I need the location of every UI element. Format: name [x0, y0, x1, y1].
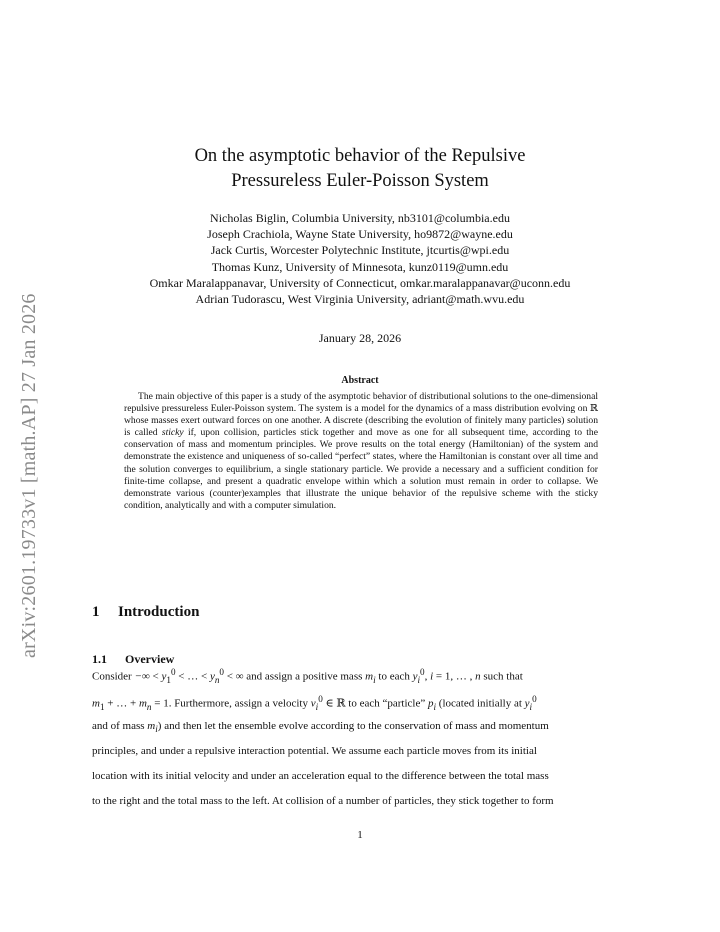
subsection-heading — [92, 652, 174, 667]
author-line: Omkar Maralappanavar, University of Connecticut, omkar.maralappanavar@uconn.edu — [149, 275, 571, 290]
subsection-number: 1.1 — [92, 652, 107, 666]
abstract-text: if, upon collision, particles stick together and move as one for all subsequent time, according to the conservation of mass and momentum principles. We prove results on the total energy (Hamiltonian) of the system and demonstrate the existence and uniqueness of so-called “perfect” states, where the Hamiltonian is constant over all time and the solution converges to equilibrium, a single stationary particle. We provide a necessary and a sufficient condition for finite-time collapse, and present a quadratic envelope within which a solution must remain in order to collapse. We demonstrate various (counter)examples that illustrate the unique behavior of the repulsive scheme with the sticky condition, analytically and with a computer simulation. — [124, 427, 598, 511]
author-line: Joseph Crachiola, Wayne State University, ho9872@wayne.edu — [207, 227, 513, 242]
intro-line-math-2: $m_1$ + … + $m_n = 1$. Furthermore, assign a velocity $v_i^0$ ∈ ℝ to each “particle” $p_i$ (located initially at $y_i^0$ — [92, 694, 537, 712]
author-list — [0, 210, 720, 307]
author-line: Jack Curtis, Worcester Polytechnic Institute, jtcurtis@wpi.edu — [210, 243, 510, 258]
abstract-body — [124, 391, 598, 512]
section-number: 1 — [92, 604, 100, 620]
section-title: Introduction — [118, 604, 200, 620]
subsection-title: Overview — [125, 652, 175, 666]
intro-line: principles, and under a repulsive interaction potential. We assume each particle moves from its initial — [92, 745, 537, 757]
intro-line-math-1: Consider −∞ < $y_1^0$ < … < $y_n^0$ < ∞ and assign a positive mass $m_i$ to each $y_i^0$, i = 1, … , n such that — [92, 667, 523, 685]
intro-line: location with its initial velocity and under an acceleration equal to the difference between the total mass — [92, 770, 549, 782]
author-line: Nicholas Biglin, Columbia University, nb3101@columbia.edu — [210, 211, 510, 225]
section-heading — [92, 604, 199, 621]
abstract-heading: Abstract — [341, 375, 379, 386]
title-line-1: On the asymptotic behavior of the Repulsive — [194, 146, 526, 166]
page-number: 1 — [357, 829, 363, 841]
author-line: Thomas Kunz, University of Minnesota, kunz0119@umn.edu — [211, 259, 509, 274]
paper-title — [0, 144, 720, 194]
title-line-2: Pressureless Euler-Poisson System — [231, 171, 489, 191]
author-line: Adrian Tudorascu, West Virginia University, adriant@math.wvu.edu — [195, 292, 525, 307]
intro-line: to the right and the total mass to the left. At collision of a number of particles, they stick together to form — [92, 795, 554, 807]
intro-line-math-3: and of mass $m_i$) and then let the ensemble evolve according to the conservation of mass and momentum — [92, 720, 549, 735]
paper-date: January 28, 2026 — [318, 331, 402, 345]
abstract-text: The main objective of this paper is a study of the asymptotic behavior of distributional solutions to the one-dimensional repulsive pressureless Euler-Poisson system. The system is a model for the dynamics of a mass distribution evolving on ℝ whose masses exert outward forces on one another. A discrete (describing the evolution of finitely many particles) solution is called — [124, 391, 598, 439]
arxiv-identifier: arXiv:2601.19733v1 [math.AP] 27 Jan 2026 — [18, 293, 40, 658]
abstract-emphasis: sticky — [161, 427, 184, 439]
